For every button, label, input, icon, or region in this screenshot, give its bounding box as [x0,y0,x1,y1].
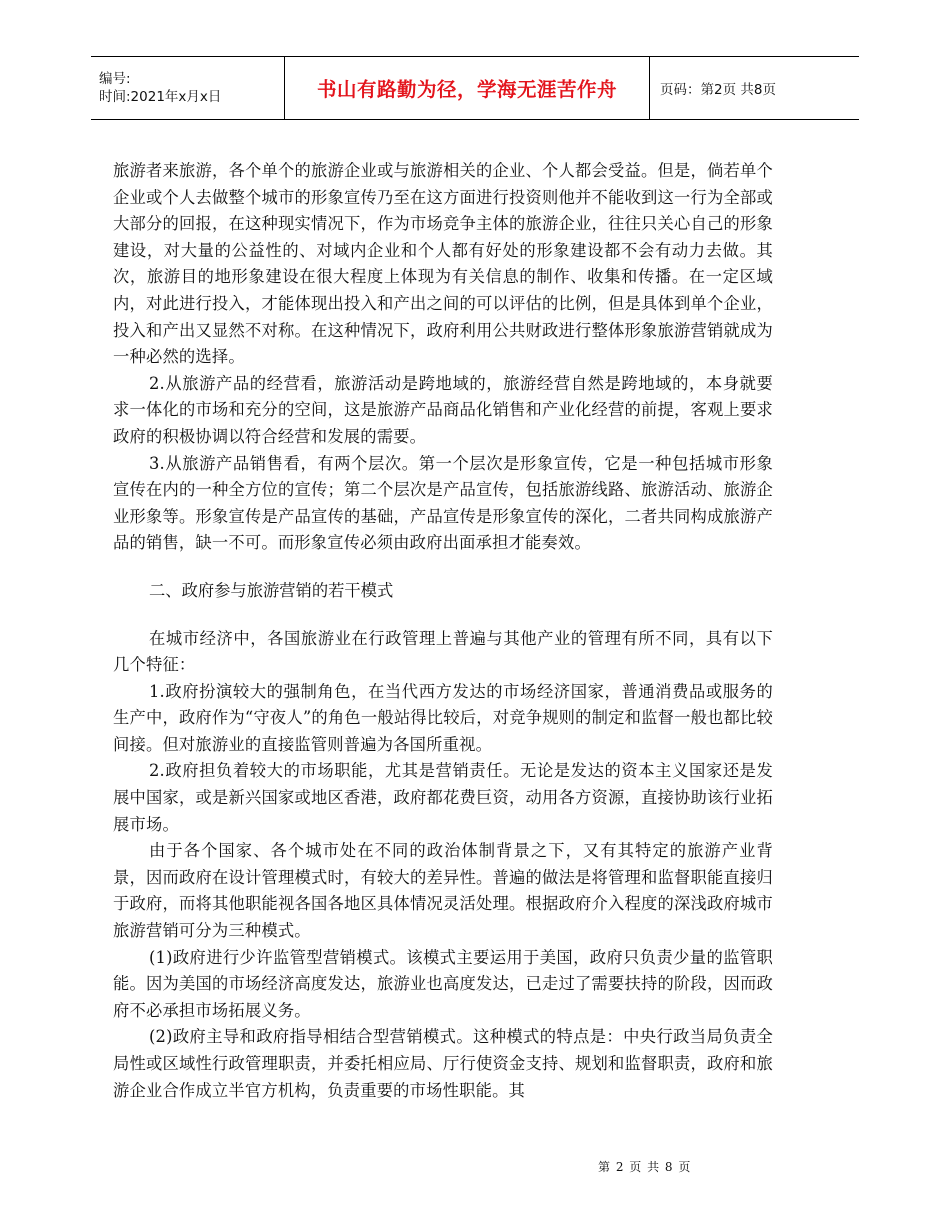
body-paragraph: (1)政府进行少许监管型营销模式。该模式主要运用于美国，政府只负责少量的监管职能。因为美国的市场经济高度发达，旅游业也高度发达，已走过了需要扶持的阶段，因而政府不必承担市场拓展义务。 [113,947,773,1020]
body-paragraph: 2.政府担负着较大的市场职能，尤其是营销责任。无论是发达的资本主义国家还是发展中国家，或是新兴国家或地区香港，政府都花费巨资，动用各方资源，直接协助该行业拓展市场。 [113,761,773,834]
header-left-cell [91,57,284,119]
header-motto: 书山有路勤为径，学海无涯苦作舟 [316,78,617,101]
body-paragraph: 旅游者来旅游，各个单个的旅游企业或与旅游相关的企业、个人都会受益。但是，倘若单个企业或个人去做整个城市的形象宣传乃至在这方面进行投资则他并不能收到这一行为全部或大部分的回报，在这种现实情况下，作为市场竞争主体的旅游企业，往往只关心自己的形象建设，对大量的公益性的、对域内企业和个人都有好处的形象建设都不会有动力去做。其次，旅游目的地形象建设在很大程度上体现为有关信息的制作、收集和传播。在一定区域内，对此进行投入，才能体现出投入和产出之间的可以评估的比例，但是具体到单个企业，投入和产出又显然不对称。在这种情况下，政府利用公共财政进行整体形象旅游营销就成为一种必然的选择。 [113,161,773,367]
header-motto-cell [284,57,650,119]
document-number-label: 编号: [99,71,131,87]
page-footer: 第 2 页 共 8 页 [598,1160,692,1174]
header-page-cell [650,57,859,119]
document-time-label: 时间:2021年x月x日 [99,89,222,105]
body-paragraph: 在城市经济中，各国旅游业在行政管理上普遍与其他产业的管理有所不同，具有以下几个特征： [113,628,773,675]
page-header [91,56,859,120]
body-paragraph: (2)政府主导和政府指导相结合型营销模式。这种模式的特点是：中央行政当局负责全局性或区域性行政管理职责，并委托相应局、厅行使资金支持、规划和监督职责，政府和旅游企业合作成立半官方机构，负责重要的市场性职能。其 [113,1027,773,1100]
body-paragraph: 3.从旅游产品销售看，有两个层次。第一个层次是形象宣传，它是一种包括城市形象宣传在内的一种全方位的宣传；第二个层次是产品宣传，包括旅游线路、旅游活动、旅游企业形象等。形象宣传是产品宣传的基础，产品宣传是形象宣传的深化，二者共同构成旅游产品的销售，缺一不可。而形象宣传必须由政府出面承担才能奏效。 [113,453,773,553]
section-heading: 二、政府参与旅游营销的若干模式 [149,580,394,600]
document-body [113,158,773,1104]
body-paragraph: 1.政府扮演较大的强制角色，在当代西方发达的市场经济国家，普通消费品或服务的生产中，政府作为“守夜人”的角色一般站得比较后，对竞争规则的制定和监督一般也都比较间接。但对旅游业的直接监管则普遍为各国所重视。 [113,681,773,754]
header-page-info: 页码：第2页 共8页 [660,82,776,98]
body-paragraph: 2.从旅游产品的经营看，旅游活动是跨地域的，旅游经营自然是跨地域的，本身就要求一体化的市场和充分的空间，这是旅游产品商品化销售和产业化经营的前提，客观上要求政府的积极协调以符合经营和发展的需要。 [113,373,773,446]
body-paragraph: 由于各个国家、各个城市处在不同的政治体制背景之下，又有其特定的旅游产业背景，因而政府在设计管理模式时，有较大的差异性。普遍的做法是将管理和监督职能直接归于政府，而将其他职能视各国各地区具体情况灵活处理。根据政府介入程度的深浅政府城市旅游营销可分为三种模式。 [113,841,773,941]
